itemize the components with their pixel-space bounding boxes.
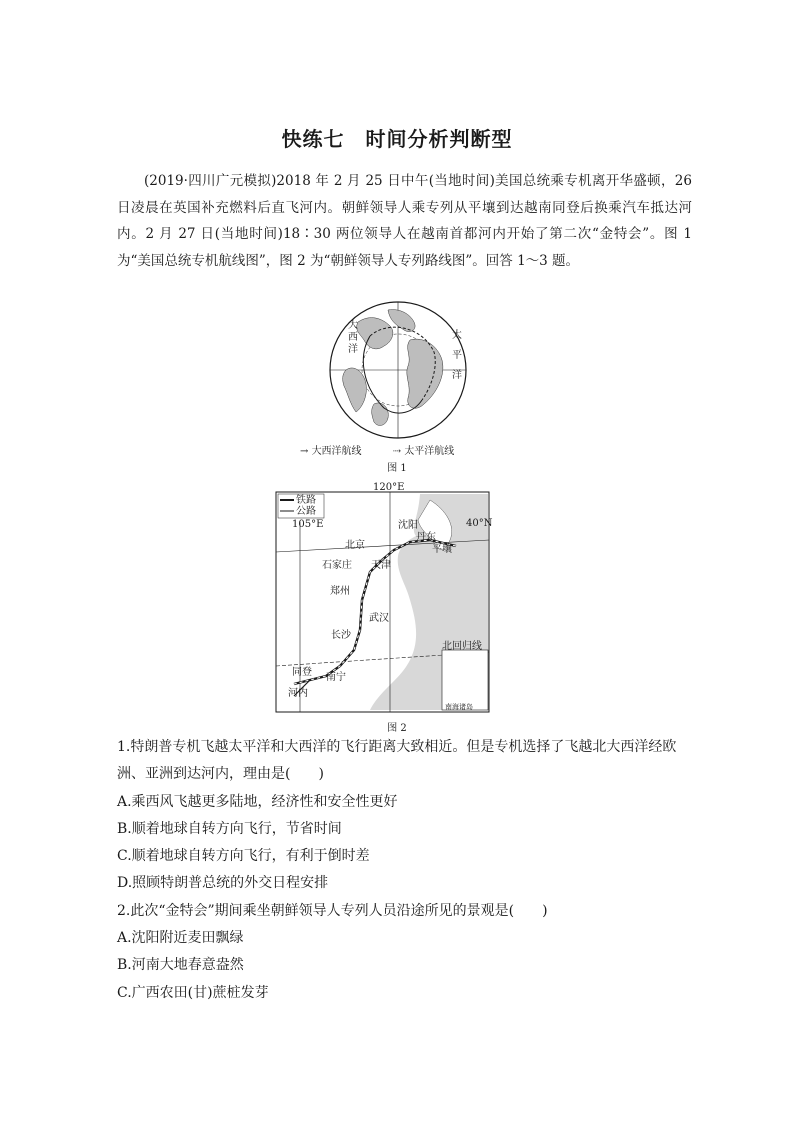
city-hanoi: 河内 xyxy=(288,688,308,699)
atlantic-label-1: 大 xyxy=(348,320,358,331)
city-nanning: 南宁 xyxy=(326,672,346,683)
question-1-option-b: B.顺着地球自转方向飞行，节省时间 xyxy=(117,820,342,837)
pacific-label-2: 平 xyxy=(452,350,462,361)
question-1-stem-line-1: 1.特朗普专机飞越太平洋和大西洋的飞行距离大致相近。但是专机选择了飞越北大西洋经欧 xyxy=(117,739,677,755)
pacific-label-3: 洋 xyxy=(452,370,462,381)
figure-2-caption: 图 2 xyxy=(387,723,407,734)
atlantic-route-legend-label: 大西洋航线 xyxy=(311,446,362,457)
city-pyongyang: 平壤 xyxy=(432,544,452,555)
railway-legend-label: 铁路 xyxy=(296,495,316,506)
question-2-option-a: A.沈阳附近麦田飘绿 xyxy=(117,930,244,947)
question-1-option-c: C.顺着地球自转方向飞行，有利于倒时差 xyxy=(117,848,370,865)
figure-1-map xyxy=(318,300,478,440)
city-dongdeng: 同登 xyxy=(292,667,312,678)
city-shijiazhuang: 石家庄 xyxy=(322,560,352,571)
city-shenyang: 沈阳 xyxy=(398,520,418,531)
figure-2-map xyxy=(270,480,495,715)
tropic-label: 北回归线 xyxy=(442,641,482,652)
intro-paragraph xyxy=(117,168,692,274)
city-wuhan: 武汉 xyxy=(369,613,389,624)
inset-label: 南海诸岛 xyxy=(445,703,473,711)
meridian-120-label: 120°E xyxy=(373,482,405,493)
atlantic-route-legend: → 大西洋航线 xyxy=(300,446,362,457)
city-changsha: 长沙 xyxy=(331,630,351,641)
intro-text: (2019·四川广元模拟)2018 年 2 月 25 日中午(当地时间)美国总统乘专机离开华盛顿，26 日凌晨在英国补充燃料后直飞河内。朝鲜领导人乘专列从平壤到达越南同登后换乘汽车抵达河内。2 月 27 日(当地时间)18∶30 两位领导人在越南首都河内开始了第二次“金特会”。图 1 为“美国总统专机航线图”，图 2 为“朝鲜领导人专列路线图”。回答 1～3 题。 xyxy=(117,173,692,269)
city-zhengzhou: 郑州 xyxy=(330,586,350,597)
parallel-40-label: 40°N xyxy=(466,518,493,529)
atlantic-label-2: 西 xyxy=(348,332,358,343)
meridian-105-label: 105°E xyxy=(292,519,324,530)
question-1-option-d: D.照顾特朗普总统的外交日程安排 xyxy=(117,875,329,892)
page-title: 快练七 时间分析判断型 xyxy=(281,127,513,151)
figure-1-caption: 图 1 xyxy=(387,463,407,474)
question-2-stem: 2.此次“金特会”期间乘坐朝鲜领导人专列人员沿途所见的景观是( ) xyxy=(117,902,548,919)
pacific-label-1: 太 xyxy=(452,330,462,341)
city-tianjin: 天津 xyxy=(371,560,391,571)
figure-1-svg xyxy=(318,300,478,440)
question-2-option-b: B.河南大地春意盎然 xyxy=(117,957,244,974)
pacific-route-legend: ⇢ 太平洋航线 xyxy=(392,446,455,457)
question-1-stem-line-2: 洲、亚洲到达河内，理由是( ) xyxy=(117,766,324,783)
figure-2-svg xyxy=(270,480,495,715)
figure-1-legend xyxy=(300,442,482,457)
pacific-route-legend-label: 太平洋航线 xyxy=(404,446,455,457)
city-dandong: 丹东 xyxy=(416,532,436,543)
question-1-option-a: A.乘西风飞越更多陆地，经济性和安全性更好 xyxy=(117,793,398,810)
questions-block xyxy=(117,734,692,1007)
highway-legend-label: 公路 xyxy=(296,506,316,517)
question-2-option-c: C.广西农田(甘)蔗桩发芽 xyxy=(117,984,269,1001)
atlantic-label-3: 洋 xyxy=(348,344,358,355)
south-china-sea-inset xyxy=(442,650,488,710)
city-beijing: 北京 xyxy=(345,540,365,551)
